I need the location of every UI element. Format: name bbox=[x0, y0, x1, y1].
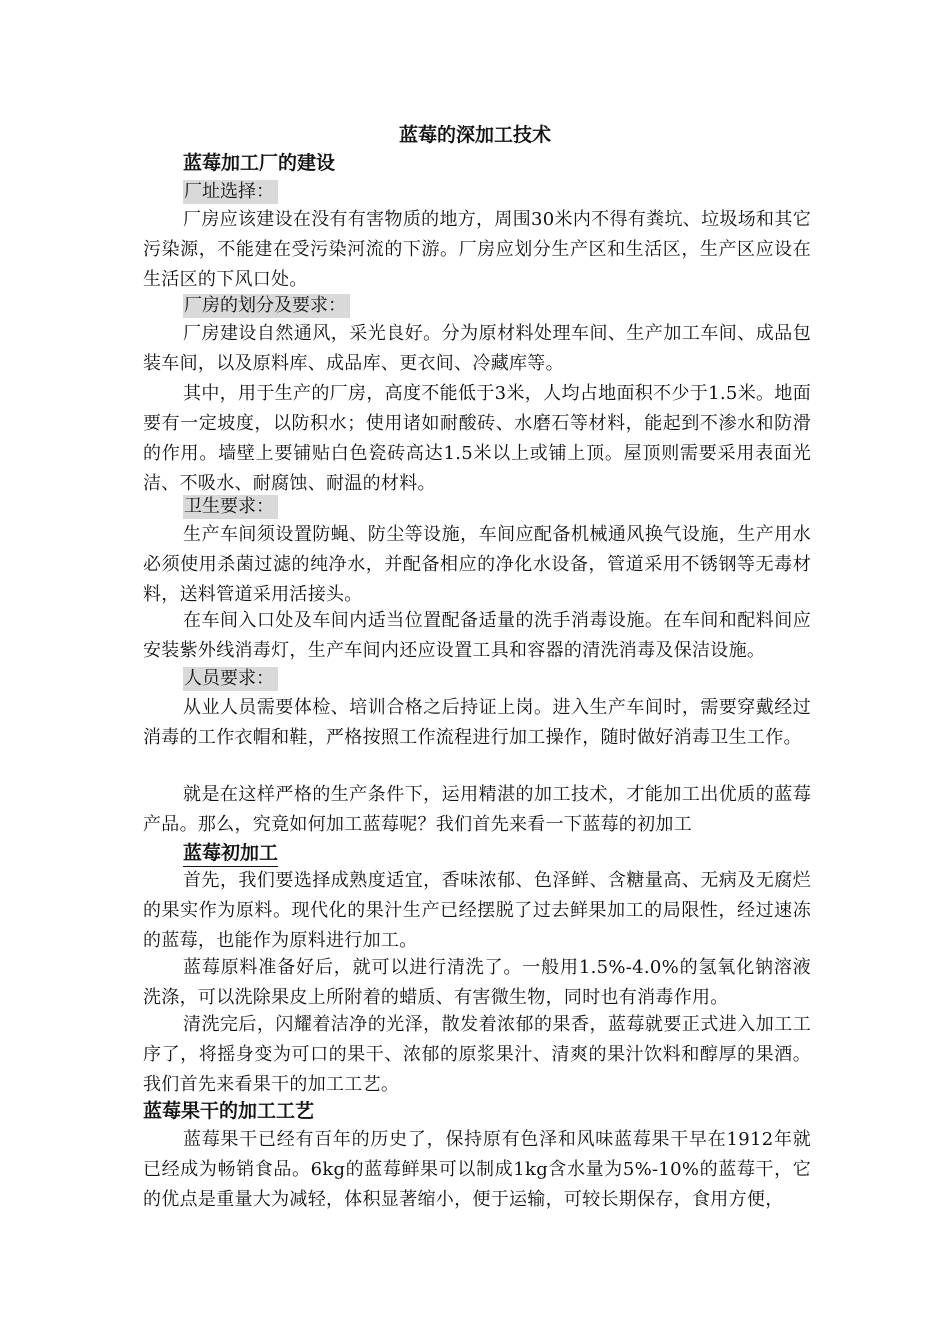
paragraph-site-selection: 厂房应该建设在没有有害物质的地方，周围30米内不得有粪坑、垃圾场和其它污染源，不能建在受污染河流的下游。厂房应划分生产区和生活区，生产区应设在生活区的下风口处。 bbox=[143, 209, 811, 290]
paragraph-factory-division-2: 其中，用于生产的厂房，高度不能低于3米，人均占地面积不少于1.5米。地面要有一定坡度，以防积水；使用诸如耐酸砖、水磨石等材料，能起到不渗水和防滑的作用。墙壁上要铺贴白色瓷砖高达1.5米以上或铺上顶。屋顶则需要采用表面光洁、不吸水、耐腐蚀、耐温的材料。 bbox=[143, 383, 811, 494]
section-heading-factory: 蓝莓加工厂的建设 bbox=[183, 152, 336, 174]
paragraph-primary-processing-2: 蓝莓原料准备好后，就可以进行清洗了。一般用1.5%-4.0%的氢氧化钠溶液洗涤，可以洗除果皮上所附着的蜡质、有害微生物，同时也有消毒作用。 bbox=[143, 957, 811, 1008]
section-heading-dried-fruit: 蓝莓果干的加工工艺 bbox=[143, 1100, 315, 1122]
paragraph-hygiene-2: 在车间入口处及车间内适当位置配备适量的洗手消毒设施。在车间和配料间应安装紫外线消毒灯，生产车间内还应设置工具和容器的清洗消毒及保洁设施。 bbox=[143, 610, 811, 661]
paragraph-staff-1: 从业人员需要体检、培训合格之后持证上岗。进入生产车间时，需要穿戴经过消毒的工作衣帽和鞋，严格按照工作流程进行加工操作，随时做好消毒卫生工作。 bbox=[143, 697, 811, 748]
paragraph-staff-2: 就是在这样严格的生产条件下，运用精湛的加工技术，才能加工出优质的蓝莓产品。那么，究竟如何加工蓝莓呢？我们首先来看一下蓝莓的初加工 bbox=[143, 784, 811, 835]
subheading-site-selection: 厂址选择： bbox=[183, 180, 278, 204]
paragraph-primary-processing-1: 首先，我们要选择成熟度适宜，香味浓郁、色泽鲜、含糖量高、无病及无腐烂的果实作为原料。现代化的果汁生产已经摆脱了过去鲜果加工的局限性，经过速冻的蓝莓，也能作为原料进行加工。 bbox=[143, 870, 811, 951]
section-heading-primary-processing: 蓝莓初加工 bbox=[183, 840, 278, 867]
paragraph-hygiene-1: 生产车间须设置防蝇、防尘等设施，车间应配备机械通风换气设施，生产用水必须使用杀菌过滤的纯净水，并配备相应的净化水设备，管道采用不锈钢等无毒材料，送料管道采用活接头。 bbox=[143, 524, 811, 605]
paragraph-factory-division-1: 厂房建设自然通风，采光良好。分为原材料处理车间、生产加工车间、成品包装车间，以及原料库、成品库、更衣间、冷藏库等。 bbox=[143, 323, 811, 374]
subheading-staff: 人员要求： bbox=[183, 667, 278, 691]
document-title: 蓝莓的深加工技术 bbox=[398, 124, 551, 146]
paragraph-dried-fruit-1: 蓝莓果干已经有百年的历史了，保持原有色泽和风味蓝莓果干早在1912年就已经成为畅销食品。6kg的蓝莓鲜果可以制成1kg含水量为5%-10%的蓝莓干，它的优点是重量大为减轻，体积显著缩小，便于运输，可较长期保存，食用方便， bbox=[143, 1129, 811, 1210]
subheading-factory-division: 厂房的划分及要求： bbox=[183, 294, 350, 318]
subheading-hygiene: 卫生要求： bbox=[183, 495, 278, 519]
paragraph-primary-processing-3: 清洗完后，闪耀着洁净的光泽，散发着浓郁的果香，蓝莓就要正式进入加工工序了，将摇身变为可口的果干、浓郁的原浆果汁、清爽的果汁饮料和醇厚的果酒。我们首先来看果干的加工工艺。 bbox=[143, 1014, 811, 1095]
